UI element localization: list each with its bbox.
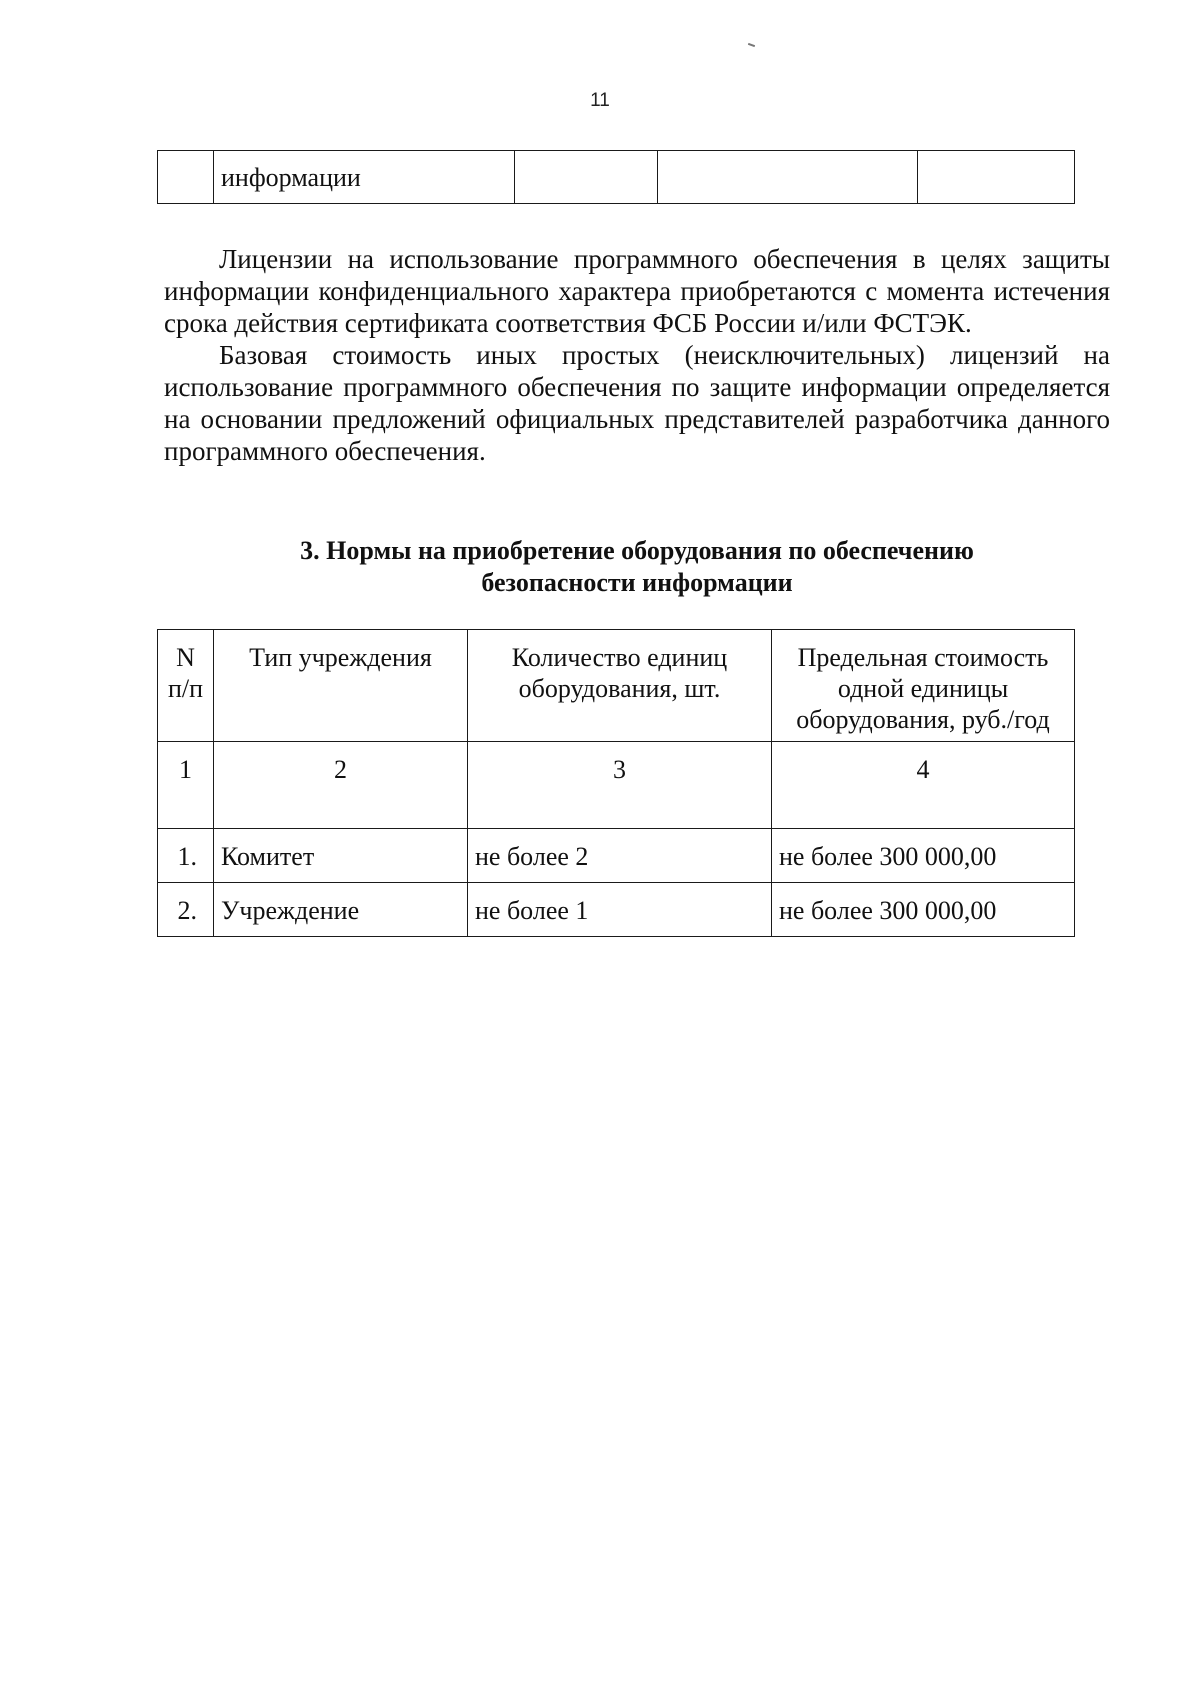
equipment-norms-table: [157, 629, 1075, 937]
price-limit: не более 300 000,00: [772, 883, 1075, 937]
table-cell: [158, 151, 214, 204]
table-cell: [918, 151, 1075, 204]
table-header-row: [158, 630, 1075, 742]
section-heading-line: 3. Нормы на приобретение оборудования по обеспечению: [300, 536, 974, 565]
section-heading: [164, 535, 1110, 599]
table-row: [158, 151, 1075, 204]
column-number: 2: [214, 742, 468, 829]
equipment-quantity: не более 1: [468, 883, 772, 937]
paragraph: Лицензии на использование программного обеспечения в целях защиты информации конфиденциального характера приобретаются с момента истечения срока действия сертификата соответствия ФСБ России и/или ФСТЭК.: [164, 244, 1110, 338]
table-row: [158, 883, 1075, 937]
institution-type: Учреждение: [214, 883, 468, 937]
table-row: [158, 829, 1075, 883]
column-header-price: Предельная стоимость одной единицы оборудования, руб./год: [772, 630, 1075, 742]
column-number: 3: [468, 742, 772, 829]
body-text: [164, 243, 1110, 467]
institution-type: Комитет: [214, 829, 468, 883]
column-number: 4: [772, 742, 1075, 829]
row-number: 1.: [158, 829, 214, 883]
paragraph: Базовая стоимость иных простых (неисключительных) лицензий на использование программного обеспечения по защите информации определяется на основании предложений официальных представителей разработчика данного программного обеспечения.: [164, 340, 1110, 466]
table-cell: [658, 151, 918, 204]
price-limit: не более 300 000,00: [772, 829, 1075, 883]
column-header-type: Тип учреждения: [214, 630, 468, 742]
column-header-number: N п/п: [158, 630, 214, 742]
table-cell: информации: [214, 151, 515, 204]
column-number-row: [158, 742, 1075, 829]
page-number: 11: [590, 90, 610, 111]
table-cell: [515, 151, 658, 204]
section-heading-line: безопасности информации: [481, 568, 793, 597]
equipment-quantity: не более 2: [468, 829, 772, 883]
continued-table: [157, 150, 1075, 204]
column-number: 1: [158, 742, 214, 829]
scan-artifact: [748, 43, 755, 47]
row-number: 2.: [158, 883, 214, 937]
column-header-quantity: Количество единиц оборудования, шт.: [468, 630, 772, 742]
